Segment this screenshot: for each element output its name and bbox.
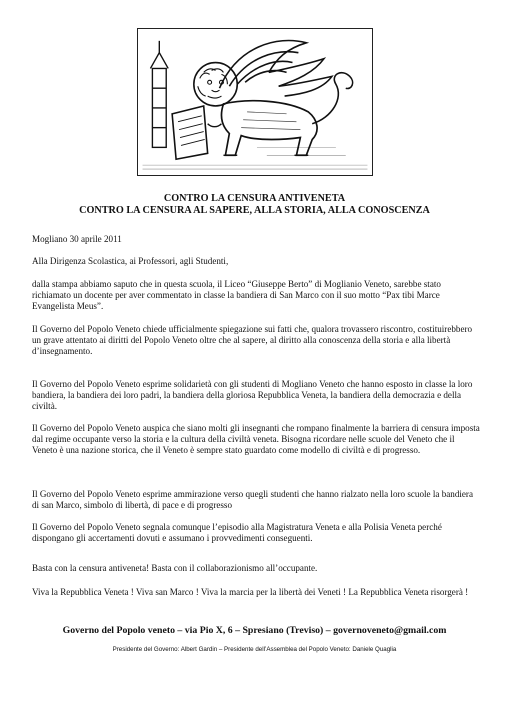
paragraph-5: Il Governo del Popolo Veneto esprime ammirazione verso quegli studenti che hanno rialzato nella loro scuole la bandiera di san Marco, simbolo di libertà, di pace e di progresso <box>32 489 473 511</box>
paragraph-2: Il Governo del Popolo Veneto chiede ufficialmente spiegazione sui fatti che, qualora trovassero riscontro, costituirebbero un grave attentato ai diritti del Popolo Veneto oltre che al sapere, al diritto alla conoscenza della storia e alla libertà d’insegnamento. <box>32 324 473 357</box>
paragraph-1: dalla stampa abbiamo saputo che in questa scuola, il Liceo “Giuseppe Berto” di Moglianio Veneto, sarebbe stato richiamato un docente per aver commentato in classe la bandiera di San Marco con il suo motto “Pax tibi Marce Evangelista Meus”. <box>32 279 441 312</box>
lion-of-saint-mark-emblem <box>137 28 373 176</box>
paragraph-4: Il Governo del Popolo Veneto auspica che siano molti gli insegnanti che rompano finalmente la barriera di censura imposta dal regime occupante verso la storia e la cultura della civiltà veneta. Bisogna ricordare nelle scuole del Veneto che il Veneto è una nazione storica, che il Veneto è sempre stato guardato come modello di civiltà e di progresso. <box>32 423 480 456</box>
lion-of-saint-mark-icon <box>138 29 372 175</box>
footer-signatories: Presidente del Governo: Albert Gardin – Presidente dell’Assemblea del Popolo Veneto: Daniele Quaglia <box>112 646 397 653</box>
footer-contact: Governo del Popolo veneto – via Pio X, 6 – Spresiano (Treviso) – governoveneto@gmail.com <box>62 625 447 636</box>
document-date: Mogliano 30 aprile 2011 <box>32 234 122 244</box>
paragraph-8: Viva la Repubblica Veneta ! Viva san Marco ! Viva la marcia per la libertà dei Veneti ! La Repubblica Veneta risorgerà ! <box>32 587 469 597</box>
paragraph-3: Il Governo del Popolo Veneto esprime solidarietà con gli studenti di Mogliano Veneto che hanno esposto in classe la loro bandiera, la bandiera dei loro padri, la bandiera della gloriosa Repubblica Veneta, la bandiera della democrazia e della civiltà. <box>32 379 473 412</box>
document-addressee: Alla Dirigenza Scolastica, ai Professori, agli Studenti, <box>32 256 229 266</box>
document-title-line-2: CONTRO LA CENSURA AL SAPERE, ALLA STORIA, ALLA CONOSCENZA <box>79 205 430 216</box>
document-title-line-1: CONTRO LA CENSURA ANTIVENETA <box>163 193 346 204</box>
paragraph-6: Il Governo del Popolo Veneto segnala comunque l’episodio alla Magistratura Veneta e alla Polisia Veneta perché dispongano gli accertamenti dovuti e assumano i provvedimenti conseguenti. <box>32 522 442 544</box>
paragraph-7: Basta con la censura antiveneta! Basta con il collaborazionismo all’occupante. <box>32 563 318 573</box>
